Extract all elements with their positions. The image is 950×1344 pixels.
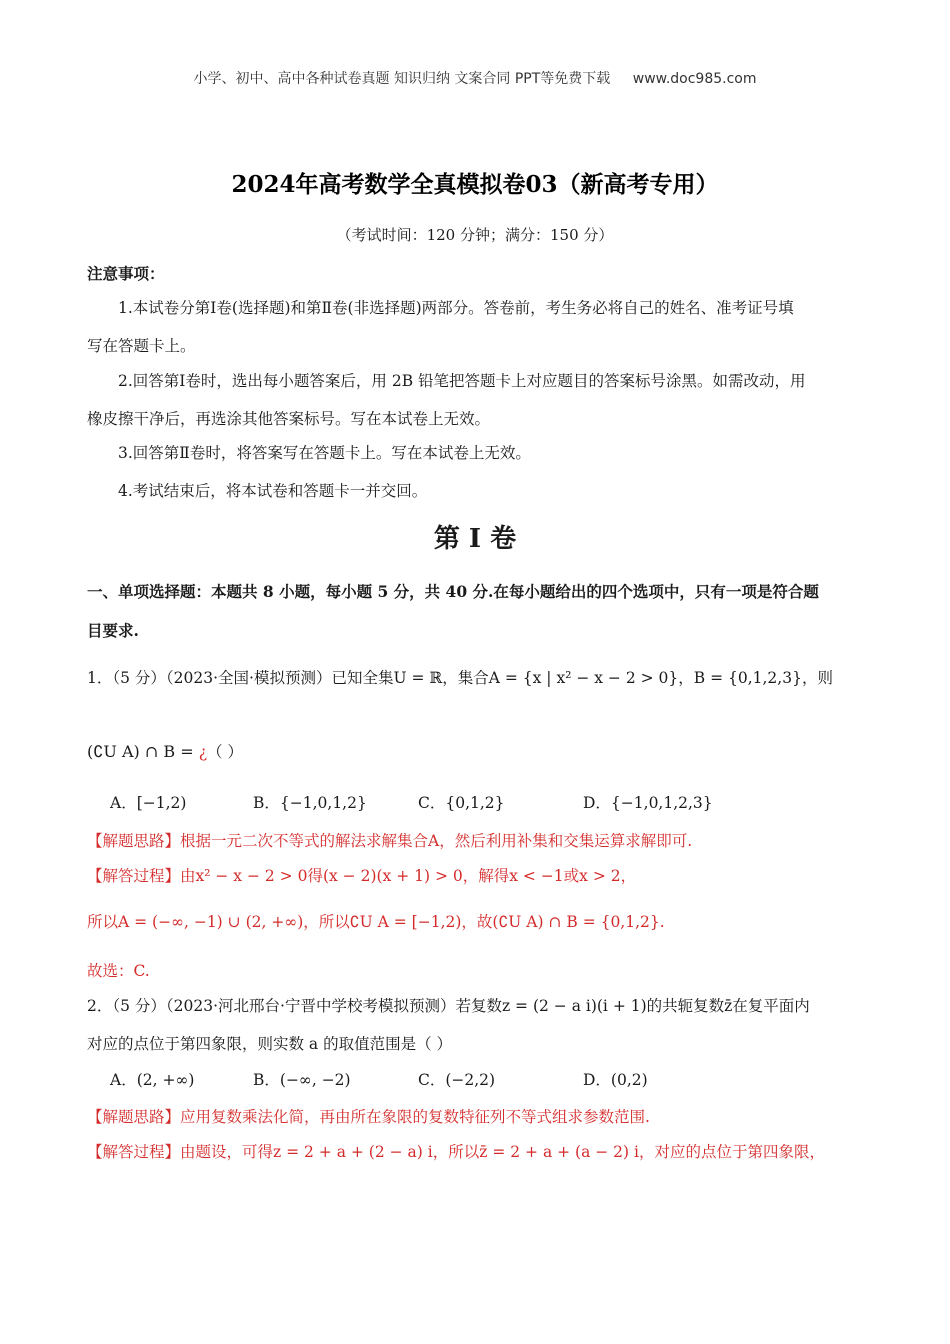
exam-info: （考试时间：120 分钟；满分：150 分） — [336, 226, 614, 244]
page-header — [0, 68, 950, 88]
q1-blank: （ ） — [207, 743, 243, 761]
section-title: 第 I 卷 — [433, 524, 517, 554]
note-2-line-2: 橡皮擦干净后，再选涂其他答案标号。写在本试卷上无效。 — [87, 410, 491, 428]
q1-option-d: D．{−1,0,1,2,3} — [583, 794, 713, 812]
q1-stem-line-2 — [87, 740, 243, 762]
note-4: 4.考试结束后，将本试卷和答题卡一并交回。 — [118, 482, 428, 500]
q1-process-line-1 — [87, 864, 636, 886]
q2-process-line-1 — [87, 1140, 825, 1162]
q2-stem-line-1: 2．（5 分）（2023·河北邢台·宁晋中学校考模拟预测）若复数z = (2 − a i)(i + 1)的共轭复数z̄在复平面内 — [87, 997, 810, 1015]
q2-process-text-1: 由题设，可得z = 2 + a + (2 − a) i，所以z̄ = 2 + a + (a − 2) i，对应的点位于第四象限， — [180, 1143, 825, 1161]
q1-option-a: A．[−1,2) — [110, 794, 187, 812]
note-2-line-1: 2.回答第Ⅰ卷时，选出每小题答案后，用 2B 铅笔把答题卡上对应题目的答案标号涂黑。如需改动，用 — [118, 372, 806, 390]
document-title: 2024年高考数学全真模拟卷03（新高考专用） — [231, 171, 719, 198]
q1-process-line-2: 所以A = (−∞, −1) ∪ (2, +∞)，所以∁U A = [−1,2)，故(∁U A) ∩ B = {0,1,2}. — [87, 913, 665, 931]
q1-answer: 故选：C. — [87, 962, 150, 980]
q2-idea — [87, 1105, 650, 1127]
q1-process-label: 【解答过程】 — [87, 867, 181, 885]
q1-idea — [87, 829, 692, 851]
q1-expression: (∁U A) ∩ B = — [87, 742, 199, 761]
notes-heading: 注意事项： — [87, 264, 165, 283]
note-3: 3.回答第Ⅱ卷时，将答案写在答题卡上。写在本试卷上无效。 — [118, 444, 531, 462]
q2-process-label: 【解答过程】 — [87, 1143, 181, 1161]
section-heading-line-1: 一、单项选择题：本题共 8 小题，每小题 5 分，共 40 分.在每小题给出的四个选项中，只有一项是符合题 — [87, 582, 819, 601]
q1-stem: 1．（5 分）（2023·全国·模拟预测）已知全集U = ℝ，集合A = {x | x² − x − 2 > 0}，B = {0,1,2,3}，则 — [87, 669, 833, 687]
q2-option-b: B．(−∞, −2) — [253, 1071, 351, 1089]
q1-process-text-1: 由x² − x − 2 > 0得(x − 2)(x + 1) > 0，解得x < −1或x > 2， — [180, 867, 637, 885]
q1-option-c: C．{0,1,2} — [418, 794, 505, 812]
note-1-line-1: 1.本试卷分第Ⅰ卷(选择题)和第Ⅱ卷(非选择题)两部分。答卷前，考生务必将自己的姓名、准考证号填 — [118, 299, 794, 317]
q2-option-a: A．(2, +∞) — [110, 1071, 195, 1089]
q2-option-d: D．(0,2) — [583, 1071, 648, 1089]
note-1-line-2: 写在答题卡上。 — [87, 337, 196, 355]
q2-idea-label: 【解题思路】 — [87, 1108, 181, 1126]
q1-idea-text: 根据一元二次不等式的解法求解集合A，然后利用补集和交集运算求解即可. — [180, 832, 693, 850]
header-site-url[interactable]: www.doc985.com — [632, 71, 757, 87]
header-tagline: 小学、初中、高中各种试卷真题 知识归纳 文案合同 PPT等免费下载 — [193, 71, 611, 87]
q1-idea-label: 【解题思路】 — [87, 832, 181, 850]
q1-glyph: ¿ — [198, 743, 208, 761]
q2-idea-text: 应用复数乘法化简，再由所在象限的复数特征列不等式组求参数范围. — [180, 1108, 650, 1126]
section-heading-line-2: 目要求. — [87, 621, 139, 640]
q1-option-b: B．{−1,0,1,2} — [253, 794, 367, 812]
q2-option-c: C．(−2,2) — [418, 1071, 496, 1089]
q2-stem-line-2: 对应的点位于第四象限，则实数 a 的取值范围是（ ） — [87, 1035, 453, 1053]
